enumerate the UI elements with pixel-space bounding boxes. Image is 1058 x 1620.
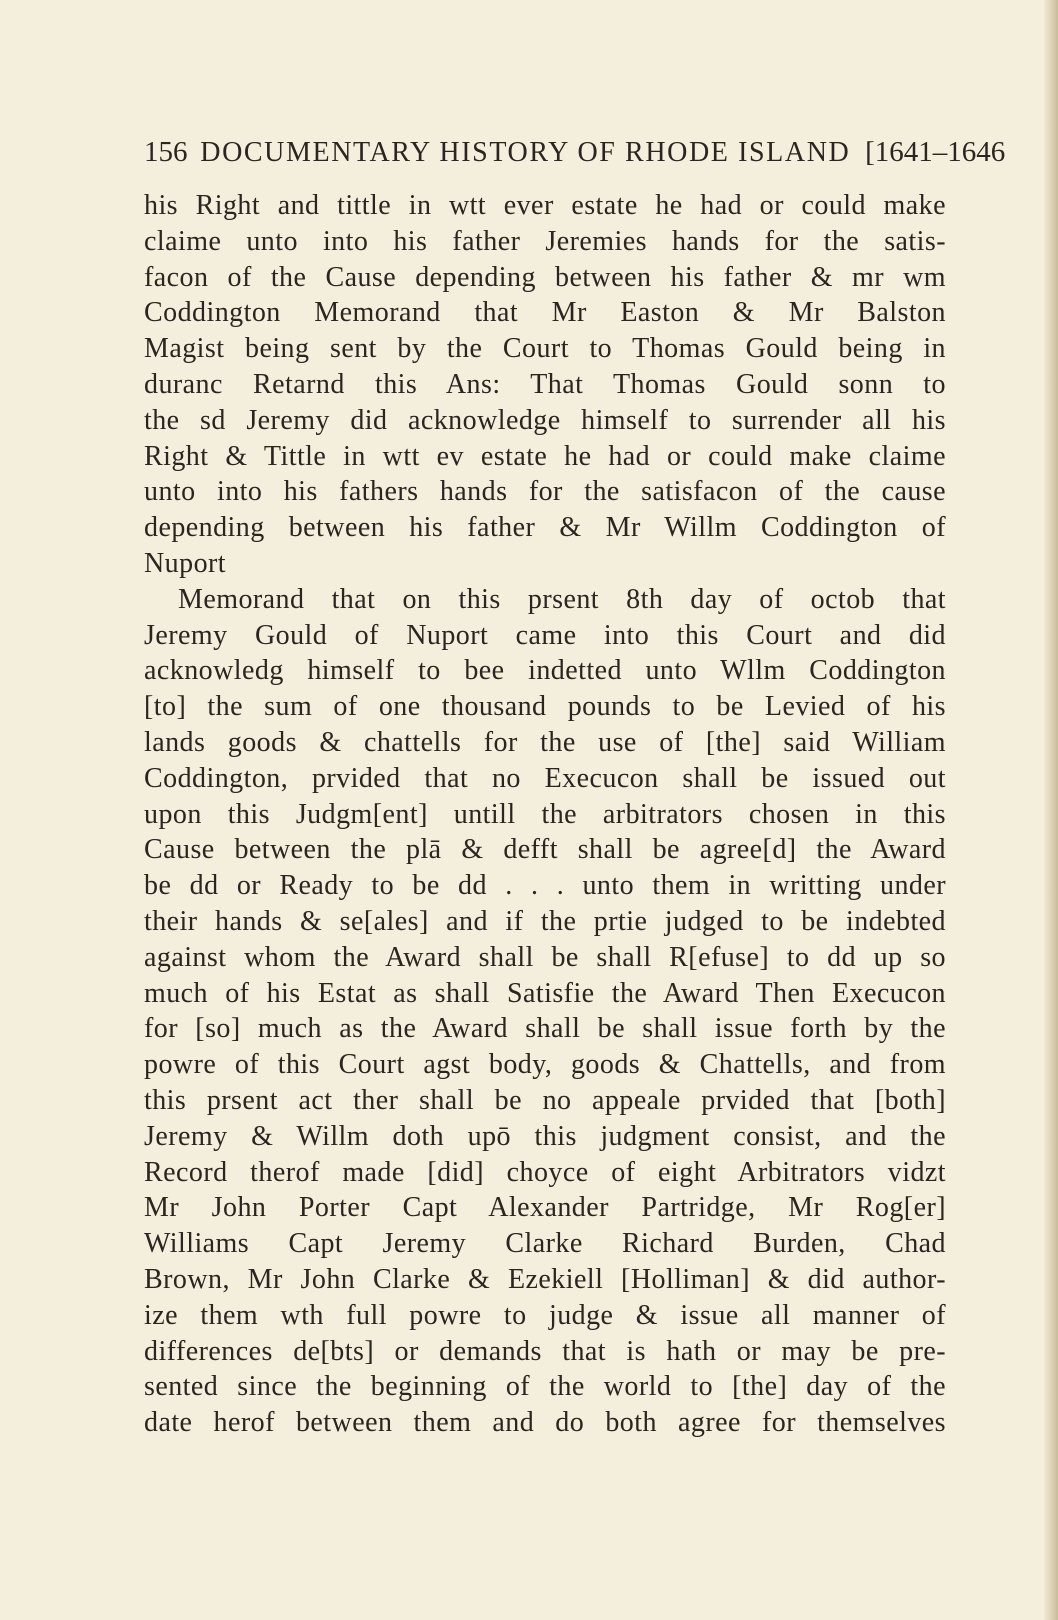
text-line: lands goods & chattells for the use of [the] said William xyxy=(144,726,946,758)
page-edge-shadow xyxy=(1044,0,1058,1620)
text-line: Right & Tittle in wtt ev estate he had or could make claime xyxy=(144,440,946,472)
text-line: facon of the Cause depending between his father & mr wm xyxy=(144,261,946,293)
text-line: be dd or Ready to be dd . . . unto them in writting under xyxy=(144,870,946,902)
text-line: Record therof made [did] choyce of eight Arbitrators vidzt xyxy=(144,1156,946,1188)
text-line: Nuport xyxy=(144,547,227,579)
text-line: differences de[bts] or demands that is hath or may be pre- xyxy=(144,1335,946,1367)
running-header xyxy=(144,136,1006,169)
page-number: 156 xyxy=(144,136,188,168)
running-title: DOCUMENTARY HISTORY OF RHODE ISLAND xyxy=(200,137,851,168)
text-line: duranc Retarnd this Ans: That Thomas Gould sonn to xyxy=(144,368,946,400)
text-line: ize them wth full powre to judge & issue all manner of xyxy=(144,1299,946,1331)
text-line: upon this Judgm[ent] untill the arbitrators chosen in this xyxy=(144,798,946,830)
text-line: [to] the sum of one thousand pounds to be Levied of his xyxy=(144,691,946,723)
text-line: depending between his father & Mr Willm Coddington of xyxy=(144,512,946,544)
text-line: date herof between them and do both agree for themselves xyxy=(144,1407,946,1439)
text-line: Williams Capt Jeremy Clarke Richard Burden, Chad xyxy=(144,1228,946,1260)
text-line: claime unto into his father Jeremies hands for the satis- xyxy=(144,225,946,257)
text-line: sented since the beginning of the world to [the] day of the xyxy=(144,1371,946,1403)
date-range: [1641–1646 xyxy=(865,136,1006,168)
text-line: Jeremy & Willm doth upō this judgment consist, and the xyxy=(144,1120,946,1152)
text-line: the sd Jeremy did acknowledge himself to surrender all his xyxy=(144,404,946,436)
text-line: much of his Estat as shall Satisfie the Award Then Execucon xyxy=(144,977,946,1009)
text-line: unto into his fathers hands for the satisfacon of the cause xyxy=(144,476,946,508)
body-text xyxy=(144,188,946,1441)
text-line: acknowledg himself to bee indetted unto Wllm Coddington xyxy=(144,655,946,687)
text-line: Coddington Memorand that Mr Easton & Mr Balston xyxy=(144,297,946,329)
text-line: Coddington, prvided that no Execucon shall be issued out xyxy=(144,762,946,794)
text-line: Jeremy Gould of Nuport came into this Court and did xyxy=(144,619,946,651)
text-line: Cause between the plā & defft shall be agree[d] the Award xyxy=(144,834,946,866)
text-line: Memorand that on this prsent 8th day of octob that xyxy=(178,583,946,615)
text-line: Magist being sent by the Court to Thomas Gould being in xyxy=(144,333,946,365)
text-line: for [so] much as the Award shall be shall issue forth by the xyxy=(144,1013,946,1045)
text-line: against whom the Award shall be shall R[efuse] to dd up so xyxy=(144,941,946,973)
text-line: Mr John Porter Capt Alexander Partridge, Mr Rog[er] xyxy=(144,1192,946,1224)
text-line: Brown, Mr John Clarke & Ezekiell [Holliman] & did author- xyxy=(144,1263,946,1295)
text-line: powre of this Court agst body, goods & Chattells, and from xyxy=(144,1049,946,1081)
text-line: this prsent act ther shall be no appeale prvided that [both] xyxy=(144,1084,946,1116)
text-line: his Right and tittle in wtt ever estate he had or could make xyxy=(144,190,946,221)
text-line: their hands & se[ales] and if the prtie judged to be indebted xyxy=(144,905,946,937)
